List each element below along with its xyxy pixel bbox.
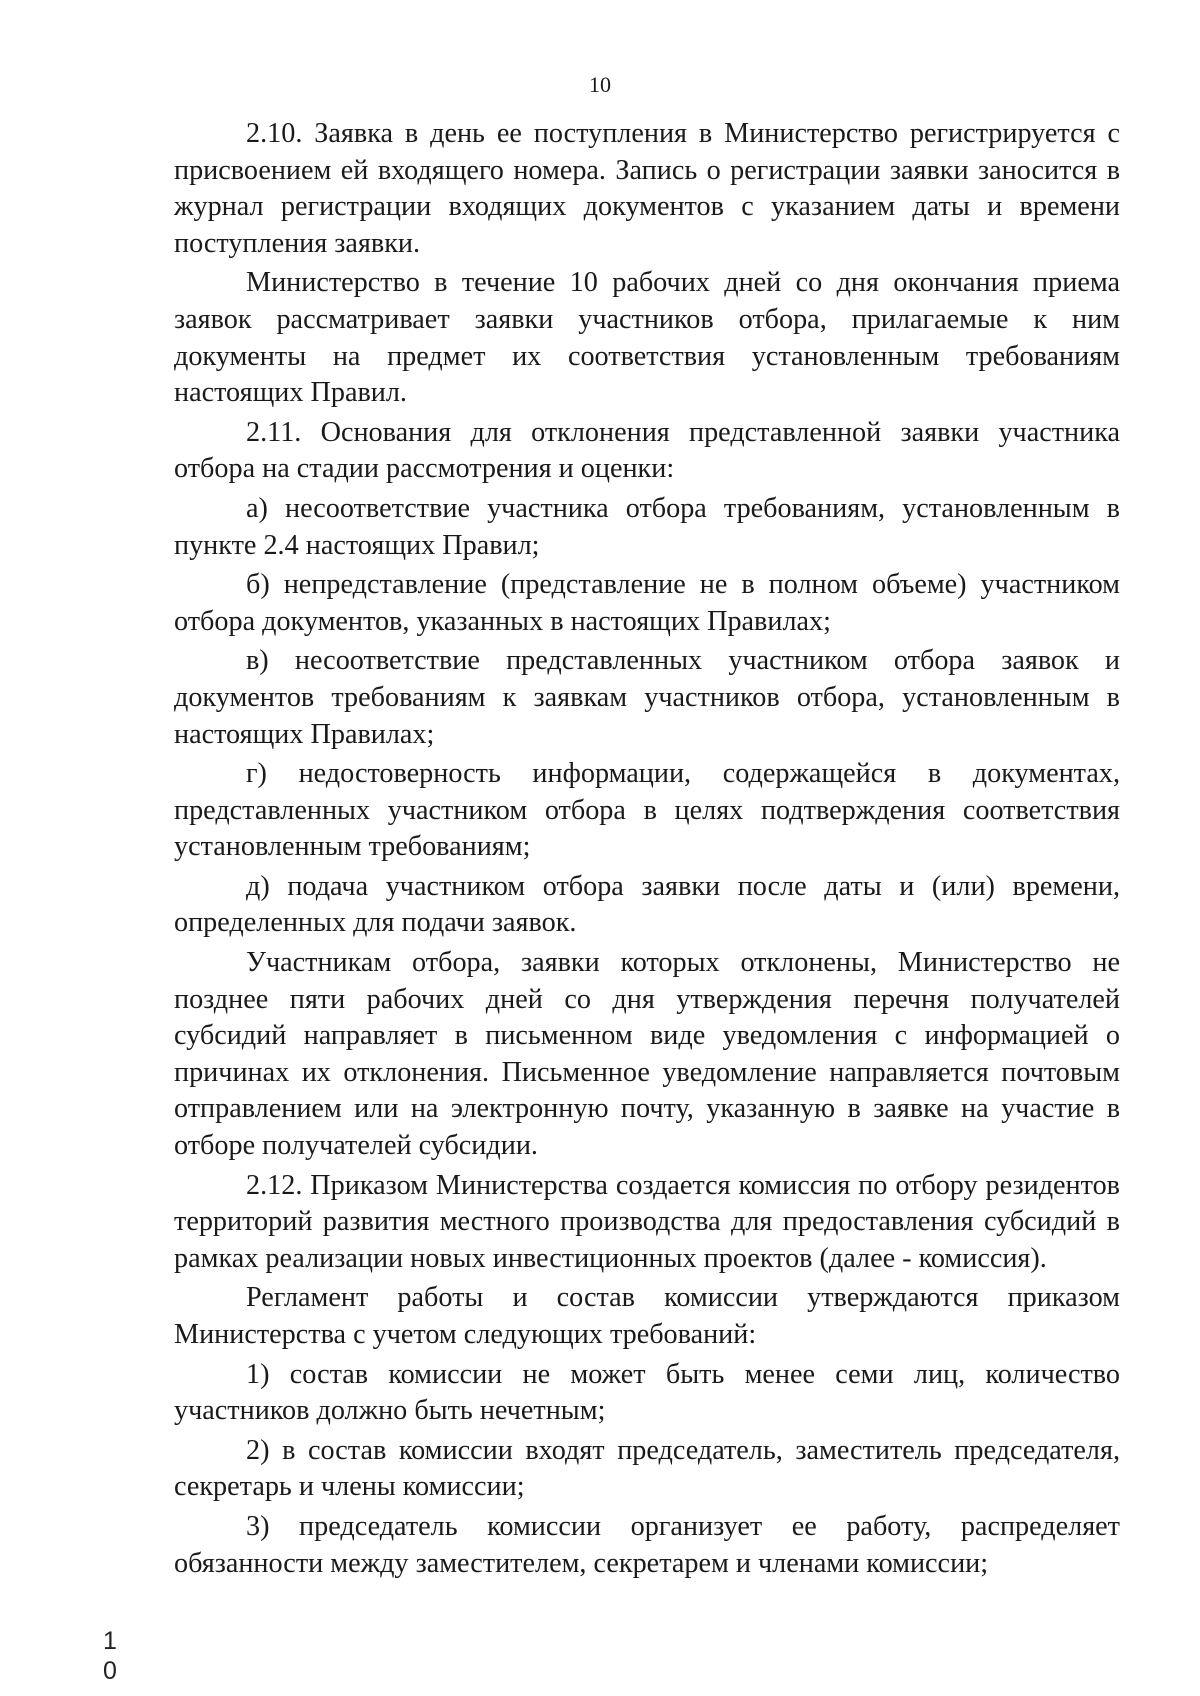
list-item-v: в) несоответствие представленных участником отбора заявок и документов требованиям к заявкам участников отбора, установленным в настоящих Правилах;: [174, 645, 1120, 750]
paragraph-2-12: 2.12. Приказом Министерства создается комиссия по отбору резидентов территорий развития местного производства для предоставления субсидий в рамках реализации новых инвестиционных проектов (далее - комиссия).: [174, 1169, 1120, 1274]
paragraph-commission-rules: Регламент работы и состав комиссии утверждаются приказом Министерства с учетом следующих требований:: [174, 1282, 1120, 1350]
paragraph-2-10: 2.10. Заявка в день ее поступления в Министерство регистрируется с присвоением ей входящего номера. Запись о регистрации заявки заносится в журнал регистрации входящих документов с указанием даты и времени поступления заявки.: [174, 118, 1120, 259]
list-item-d: д) подача участником отбора заявки после даты и (или) времени, определенных для подачи заявок.: [174, 870, 1120, 939]
margin-mark-digit: 1: [103, 1627, 117, 1655]
margin-page-mark: [98, 1626, 122, 1686]
paragraph-review-period: Министерство в течение 10 рабочих дней со дня окончания приема заявок рассматривает заявки участников отбора, прилагаемые к ним документы на предмет их соответствия установленным требованиям настоящих Правил.: [174, 267, 1120, 409]
paragraph-rejection-notice: Участникам отбора, заявки которых отклонены, Министерство не позднее пяти рабочих дней со дня утверждения перечня получателей субсидий направляет в письменном виде уведомления с информацией о причинах их отклонения. Письменное уведомление направляется почтовым отправлением или на электронную почту, указанную в заявке на участие в отборе получателей субсидии.: [174, 947, 1120, 1162]
list-item-2: 2) в состав комиссии входят председатель, заместитель председателя, секретарь и члены комиссии;: [174, 1434, 1120, 1503]
list-item-3: 3) председатель комиссии организует ее работу, распределяет обязанности между заместителем, секретарем и членами комиссии;: [174, 1510, 1120, 1579]
document-body: [174, 116, 1120, 1585]
list-item-a: а) несоответствие участника отбора требованиям, установленным в пункте 2.4 настоящих Правил;: [174, 492, 1120, 561]
list-item-b: б) непредставление (представление не в полном объеме) участником отбора документов, указанных в настоящих Правилах;: [174, 569, 1120, 637]
paragraph-2-11: 2.11. Основания для отклонения представленной заявки участника отбора на стадии рассмотрения и оценки:: [174, 416, 1120, 485]
page-number: 10: [589, 72, 611, 97]
margin-mark-digit: 0: [103, 1657, 117, 1685]
list-item-1: 1) состав комиссии не может быть менее семи лиц, количество участников должно быть нечетным;: [174, 1358, 1120, 1427]
list-item-g: г) недостоверность информации, содержащейся в документах, представленных участником отбора в целях подтверждения соответствия установленным требованиям;: [174, 758, 1120, 863]
